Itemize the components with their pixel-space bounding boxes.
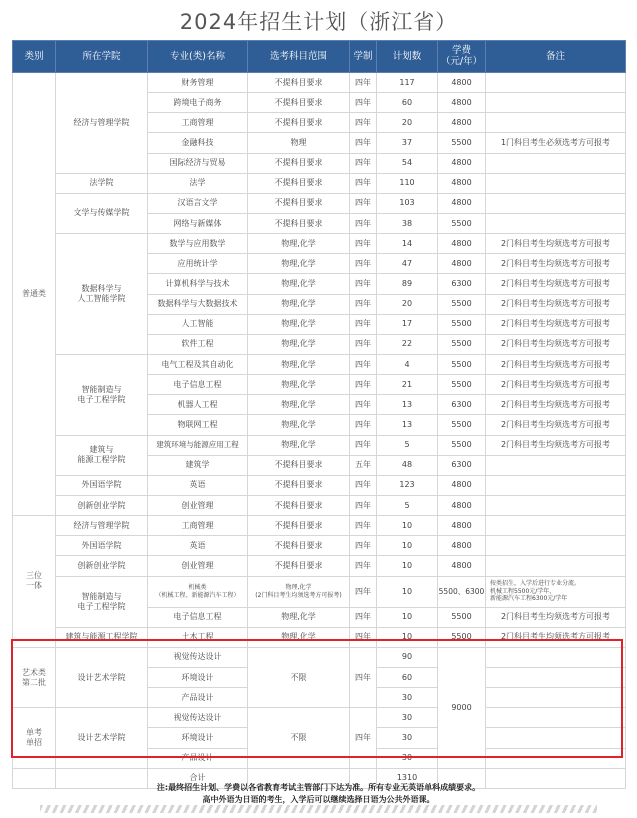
note: [486, 153, 626, 173]
subject: 物理,化学: [248, 375, 350, 395]
years: 四年: [350, 536, 377, 556]
subject: 不提科目要求: [248, 193, 350, 213]
major: 财务管理: [148, 73, 248, 93]
table-row: [13, 495, 626, 515]
college-culture: 文学与传媒学院: [56, 193, 148, 233]
years: 四年: [350, 708, 377, 768]
subject: 不提科目要求: [248, 153, 350, 173]
major: 软件工程: [148, 334, 248, 354]
years: 四年: [350, 495, 377, 515]
note: [486, 173, 626, 193]
major: 创业管理: [148, 556, 248, 576]
table-row: [13, 354, 626, 374]
subject: 不提科目要求: [248, 455, 350, 475]
enrollment-plan-table: [12, 40, 626, 789]
major: 数据科学与大数据技术: [148, 294, 248, 314]
fee: 4800: [438, 475, 486, 495]
years: 四年: [350, 395, 377, 415]
fee: 4800: [438, 193, 486, 213]
years: 四年: [350, 516, 377, 536]
note: [486, 647, 626, 667]
note: [486, 708, 626, 728]
plan: 10: [377, 516, 438, 536]
college-law: 法学院: [56, 173, 148, 193]
fee: 4800: [438, 173, 486, 193]
plan: 30: [377, 728, 438, 748]
plan: 37: [377, 133, 438, 153]
page-title: 2024年招生计划（浙江省）: [179, 10, 458, 34]
plan: 30: [377, 688, 438, 708]
plan: 54: [377, 153, 438, 173]
college-design: 设计艺术学院: [56, 708, 148, 768]
plan: 13: [377, 395, 438, 415]
note: 2门科目考生均须选考方可报考: [486, 435, 626, 455]
subject: 不提科目要求: [248, 73, 350, 93]
years: 五年: [350, 455, 377, 475]
fee: 6300: [438, 455, 486, 475]
years: 四年: [350, 234, 377, 254]
fee: 4800: [438, 93, 486, 113]
years: 四年: [350, 354, 377, 374]
header-plan-count: 计划数: [377, 41, 438, 73]
table-row: [13, 234, 626, 254]
note: [486, 748, 626, 768]
major: 电气工程及其自动化: [148, 354, 248, 374]
subject: 不限: [248, 708, 350, 768]
total-label: 合计: [148, 768, 248, 788]
plan: 30: [377, 708, 438, 728]
subject: 物理,化学: [248, 294, 350, 314]
major: 法学: [148, 173, 248, 193]
plan: 110: [377, 173, 438, 193]
major: 产品设计: [148, 688, 248, 708]
major: 应用统计学: [148, 254, 248, 274]
note: [486, 475, 626, 495]
note: [486, 495, 626, 515]
subject: 不提科目要求: [248, 173, 350, 193]
header-remarks: 备注: [486, 41, 626, 73]
college-smart-elec: 智能制造与 电子工程学院: [56, 354, 148, 435]
college-econ: 经济与管理学院: [56, 516, 148, 536]
plan: 123: [377, 475, 438, 495]
plan: 21: [377, 375, 438, 395]
plan: 30: [377, 748, 438, 768]
major: 建筑环境与能源应用工程: [148, 435, 248, 455]
years: 四年: [350, 375, 377, 395]
major: 英语: [148, 475, 248, 495]
note: [486, 556, 626, 576]
college-foreign: 外国语学院: [56, 536, 148, 556]
fee: 5500: [438, 294, 486, 314]
table-row: [13, 708, 626, 728]
fee: 5500: [438, 334, 486, 354]
years: 四年: [350, 607, 377, 627]
note: [486, 728, 626, 748]
table-row: [13, 193, 626, 213]
plan: 103: [377, 193, 438, 213]
fee: 4800: [438, 536, 486, 556]
major: 网络与新媒体: [148, 213, 248, 233]
years: 四年: [350, 193, 377, 213]
note: 2门科目考生均须选考方可报考: [486, 234, 626, 254]
major: 计算机科学与技术: [148, 274, 248, 294]
college-data-ai: 数据科学与 人工智能学院: [56, 234, 148, 355]
plan: 20: [377, 113, 438, 133]
table-row: [13, 647, 626, 667]
subject: 不提科目要求: [248, 113, 350, 133]
plan: 89: [377, 274, 438, 294]
plan: 22: [377, 334, 438, 354]
note: [486, 516, 626, 536]
subject: 物理,化学: [248, 627, 350, 647]
college-smart-elec: 智能制造与 电子工程学院: [56, 576, 148, 627]
table-row: [13, 73, 626, 93]
fee: 4800: [438, 73, 486, 93]
subject: 物理,化学: [248, 234, 350, 254]
subject: 不提科目要求: [248, 93, 350, 113]
major: 数学与应用数学: [148, 234, 248, 254]
note: [486, 73, 626, 93]
table-row: [13, 576, 626, 607]
note: 按类招生，入学后进行专业分流。 机械工程5500元/学年， 新能源汽车工程6300元/学年: [486, 576, 626, 607]
major: 工商管理: [148, 516, 248, 536]
years: 四年: [350, 475, 377, 495]
header-category: 类别: [13, 41, 56, 73]
category-general: 普通类: [13, 73, 56, 516]
note: [486, 536, 626, 556]
plan: 4: [377, 354, 438, 374]
note: 2门科目考生均须选考方可报考: [486, 607, 626, 627]
major: 英语: [148, 536, 248, 556]
years: 四年: [350, 627, 377, 647]
years: 四年: [350, 153, 377, 173]
fee: 4800: [438, 254, 486, 274]
note: 2门科目考生均须选考方可报考: [486, 415, 626, 435]
subject: 物理: [248, 133, 350, 153]
plan: 5: [377, 435, 438, 455]
subject: 物理,化学: [248, 254, 350, 274]
subject: 物理,化学: [248, 274, 350, 294]
plan: 117: [377, 73, 438, 93]
header-subject-range: 选考科目范围: [248, 41, 350, 73]
fee: 5500: [438, 607, 486, 627]
major: 环境设计: [148, 667, 248, 687]
note: [486, 113, 626, 133]
total-value: 1310: [377, 768, 438, 788]
major: 跨境电子商务: [148, 93, 248, 113]
college-innov: 创新创业学院: [56, 556, 148, 576]
plan: 10: [377, 607, 438, 627]
fee: 5500、6300: [438, 576, 486, 607]
footnote-line-2: 高中外语为日语的考生，入学后可以继续选择日语为公共外语课。: [202, 795, 435, 804]
major: 视觉传达设计: [148, 647, 248, 667]
major: 建筑学: [148, 455, 248, 475]
plan: 47: [377, 254, 438, 274]
subject: 不提科目要求: [248, 213, 350, 233]
years: 四年: [350, 415, 377, 435]
fee: 4800: [438, 516, 486, 536]
years: 四年: [350, 435, 377, 455]
fee: 5500: [438, 213, 486, 233]
college-arch-energy-full: 建筑与能源工程学院: [56, 627, 148, 647]
major: 创业管理: [148, 495, 248, 515]
note: [486, 667, 626, 687]
years: 四年: [350, 294, 377, 314]
plan: 48: [377, 455, 438, 475]
major: 环境设计: [148, 728, 248, 748]
major: 物联网工程: [148, 415, 248, 435]
subject: 物理,化学: [248, 334, 350, 354]
college-foreign: 外国语学院: [56, 475, 148, 495]
plan: 38: [377, 213, 438, 233]
years: 四年: [350, 556, 377, 576]
major: 电子信息工程: [148, 375, 248, 395]
years: 四年: [350, 133, 377, 153]
table-row: [13, 536, 626, 556]
years: 四年: [350, 254, 377, 274]
college-arch-energy: 建筑与 能源工程学院: [56, 435, 148, 475]
header-college: 所在学院: [56, 41, 148, 73]
major: 人工智能: [148, 314, 248, 334]
fee: 5500: [438, 627, 486, 647]
table-row: [13, 556, 626, 576]
major: 国际经济与贸易: [148, 153, 248, 173]
subject: 不提科目要求: [248, 536, 350, 556]
fee: 5500: [438, 354, 486, 374]
plan: 10: [377, 576, 438, 607]
major: 视觉传达设计: [148, 708, 248, 728]
plan: 13: [377, 415, 438, 435]
subject: 物理,化学 (2门科目考生均须选考方可报考): [248, 576, 350, 607]
plan: 10: [377, 556, 438, 576]
fee: 4800: [438, 153, 486, 173]
subject: 物理,化学: [248, 435, 350, 455]
note: 2门科目考生均须选考方可报考: [486, 294, 626, 314]
note: 2门科目考生均须选考方可报考: [486, 314, 626, 334]
fee: 5500: [438, 314, 486, 334]
note: [486, 93, 626, 113]
plan: 17: [377, 314, 438, 334]
college-design: 设计艺术学院: [56, 647, 148, 707]
table-row: [13, 435, 626, 455]
plan: 60: [377, 93, 438, 113]
years: 四年: [350, 113, 377, 133]
plan: 60: [377, 667, 438, 687]
subject: 不提科目要求: [248, 516, 350, 536]
plan: 20: [377, 294, 438, 314]
note: 1门科目考生必须选考方可报考: [486, 133, 626, 153]
major: 汉语言文学: [148, 193, 248, 213]
major: 机械类 （机械工程、新能源汽车工程）: [148, 576, 248, 607]
years: 四年: [350, 213, 377, 233]
college-innov: 创新创业学院: [56, 495, 148, 515]
fee: 5500: [438, 375, 486, 395]
years: 四年: [350, 173, 377, 193]
college-econ: 经济与管理学院: [56, 73, 148, 174]
fee: 6300: [438, 395, 486, 415]
category-art: 艺术类 第二批: [13, 647, 56, 707]
category-single: 单考 单招: [13, 708, 56, 768]
major: 电子信息工程: [148, 607, 248, 627]
years: 四年: [350, 314, 377, 334]
subject: 不提科目要求: [248, 475, 350, 495]
subject: 物理,化学: [248, 607, 350, 627]
years: 四年: [350, 334, 377, 354]
plan: 10: [377, 536, 438, 556]
fee: 4800: [438, 113, 486, 133]
table-row: [13, 516, 626, 536]
plan: 10: [377, 627, 438, 647]
table-row: [13, 475, 626, 495]
fee: 5500: [438, 435, 486, 455]
note: 2门科目考生均须选考方可报考: [486, 627, 626, 647]
table-header-row: [13, 41, 626, 73]
note: 2门科目考生均须选考方可报考: [486, 334, 626, 354]
note: [486, 213, 626, 233]
note: [486, 193, 626, 213]
major: 机器人工程: [148, 395, 248, 415]
header-tuition: 学费 （元/年）: [438, 41, 486, 73]
years: 四年: [350, 576, 377, 607]
plan: 5: [377, 495, 438, 515]
major: 产品设计: [148, 748, 248, 768]
fee: 5500: [438, 415, 486, 435]
note: 2门科目考生均须选考方可报考: [486, 274, 626, 294]
table-row: [13, 173, 626, 193]
years: 四年: [350, 73, 377, 93]
table-row: [13, 627, 626, 647]
fee: 4800: [438, 556, 486, 576]
note: [486, 455, 626, 475]
fee-art: 9000: [438, 647, 486, 768]
fee: 6300: [438, 274, 486, 294]
note: 2门科目考生均须选考方可报考: [486, 375, 626, 395]
note: 2门科目考生均须选考方可报考: [486, 395, 626, 415]
note: [486, 688, 626, 708]
plan: 90: [377, 647, 438, 667]
fee: 5500: [438, 133, 486, 153]
years: 四年: [350, 274, 377, 294]
years: 四年: [350, 93, 377, 113]
subject: 不限: [248, 647, 350, 707]
subject: 物理,化学: [248, 415, 350, 435]
subject: 不提科目要求: [248, 556, 350, 576]
decorative-divider: [40, 805, 597, 813]
note: 2门科目考生均须选考方可报考: [486, 354, 626, 374]
header-duration: 学制: [350, 41, 377, 73]
major: 金融科技: [148, 133, 248, 153]
major: 工商管理: [148, 113, 248, 133]
footnote-line-1: 注:最终招生计划、学费以各省教育考试主管部门下达为准。所有专业无英语单科成绩要求。: [156, 783, 481, 792]
fee: 4800: [438, 234, 486, 254]
years: 四年: [350, 647, 377, 707]
subject: 物理,化学: [248, 354, 350, 374]
subject: 物理,化学: [248, 395, 350, 415]
subject: 物理,化学: [248, 314, 350, 334]
major: 土木工程: [148, 627, 248, 647]
header-major: 专业(类)名称: [148, 41, 248, 73]
note: 2门科目考生均须选考方可报考: [486, 254, 626, 274]
fee: 4800: [438, 495, 486, 515]
plan: 14: [377, 234, 438, 254]
category-three-in-one: 三位 一体: [13, 516, 56, 648]
subject: 不提科目要求: [248, 495, 350, 515]
